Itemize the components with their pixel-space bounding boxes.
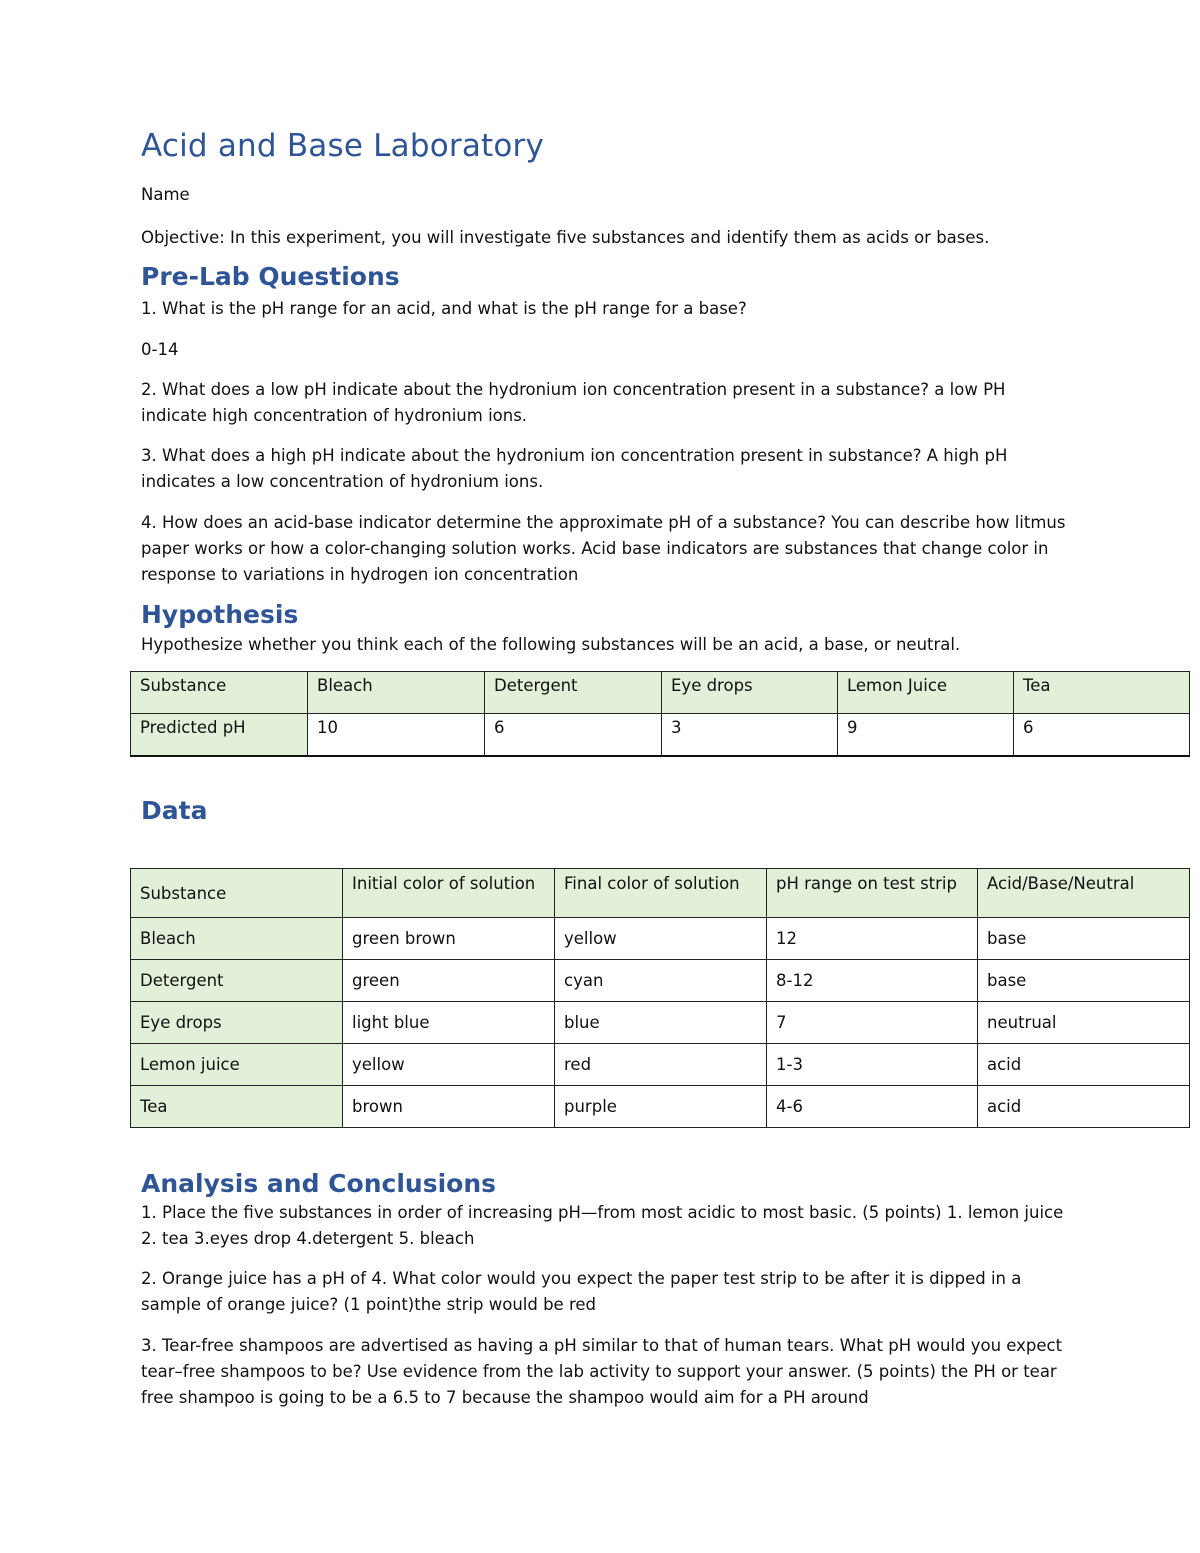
table-cell: Detergent [131,960,343,1002]
table-cell: acid [978,1086,1190,1128]
table-cell: Predicted pH [131,714,308,756]
table-row [131,1002,1190,1044]
table-cell: Bleach [131,918,343,960]
table-header-cell: pH range on test strip [767,869,978,918]
table-cell: 1-3 [767,1044,978,1086]
analysis-question-3: 3. Tear-free shampoos are advertised as having a pH similar to that of human tears. What pH would you expect tear–free shampoos to be? Use evidence from the lab activity to support your answer. (5 points) the PH or tear free shampoo is going to be a 6.5 to 7 because the shampoo would aim for a PH around [141,1336,1063,1407]
table-cell: 7 [767,1002,978,1044]
table-cell: yellow [555,918,767,960]
name-label: Name [141,185,190,204]
table-row [131,960,1190,1002]
table-cell: Detergent [485,672,662,714]
table-cell: Tea [1014,672,1190,714]
prelab-heading: Pre-Lab Questions [141,262,400,291]
table-cell: Lemon juice [131,1044,343,1086]
table-cell: red [555,1044,767,1086]
table-cell: yellow [343,1044,555,1086]
table-cell: 9 [838,714,1014,756]
table-row [131,1086,1190,1128]
prelab-question-3: 3. What does a high pH indicate about the hydronium ion concentration present in substance? A high pH indicates a low concentration of hydronium ions. [141,446,1008,491]
table-header-cell: Substance [131,869,343,918]
data-heading: Data [141,796,208,825]
prelab-question-1: 1. What is the pH range for an acid, and what is the pH range for a base? [141,299,747,318]
table-header-cell: Final color of solution [555,869,767,918]
table-cell: 12 [767,918,978,960]
analysis-question-2: 2. Orange juice has a pH of 4. What color would you expect the paper test strip to be after it is dipped in a sample of orange juice? (1 point)the strip would be red [141,1269,1022,1314]
table-cell: brown [343,1086,555,1128]
table-cell: base [978,918,1190,960]
table-cell: 8-12 [767,960,978,1002]
hypothesis-intro: Hypothesize whether you think each of the following substances will be an acid, a base, or neutral. [141,635,961,654]
table-row [131,1044,1190,1086]
table-cell: blue [555,1002,767,1044]
table-cell: light blue [343,1002,555,1044]
hypothesis-predicted-row [131,714,1190,756]
document-title: Acid and Base Laboratory [141,128,545,164]
table-cell: Tea [131,1086,343,1128]
objective-text: Objective: In this experiment, you will investigate five substances and identify them as acids or bases. [141,228,990,247]
data-header-row [131,869,1190,918]
table-cell: 3 [662,714,838,756]
table-cell: 4-6 [767,1086,978,1128]
hypothesis-substance-row [131,672,1190,714]
table-cell: Eye drops [662,672,838,714]
table-cell: Lemon Juice [838,672,1014,714]
table-cell: acid [978,1044,1190,1086]
table-cell: cyan [555,960,767,1002]
table-row [131,918,1190,960]
table-cell: purple [555,1086,767,1128]
prelab-question-4: 4. How does an acid-base indicator determine the approximate pH of a substance? You can describe how litmus paper works or how a color-changing solution works. Acid base indicators are substances that change color in response to variations in hydrogen ion concentration [141,513,1066,584]
table-cell: 6 [485,714,662,756]
table-cell: Bleach [308,672,485,714]
table-cell: 6 [1014,714,1190,756]
analysis-heading: Analysis and Conclusions [141,1169,496,1198]
table-cell: green brown [343,918,555,960]
table-cell: neutrual [978,1002,1190,1044]
hypothesis-heading: Hypothesis [141,600,299,629]
hypothesis-table [130,671,1190,757]
table-cell: Eye drops [131,1002,343,1044]
prelab-answer-1: 0-14 [141,340,179,359]
prelab-question-2: 2. What does a low pH indicate about the hydronium ion concentration present in a substance? a low PH indicate high concentration of hydronium ions. [141,380,1006,425]
table-cell: green [343,960,555,1002]
table-cell: 10 [308,714,485,756]
table-cell: Substance [131,672,308,714]
data-table [130,868,1190,1128]
table-cell: base [978,960,1190,1002]
analysis-question-1: 1. Place the five substances in order of increasing pH—from most acidic to most basic. (5 points) 1. lemon juice 2. tea 3.eyes drop 4.detergent 5. bleach [141,1203,1064,1248]
table-header-cell: Acid/Base/Neutral [978,869,1190,918]
table-header-cell: Initial color of solution [343,869,555,918]
